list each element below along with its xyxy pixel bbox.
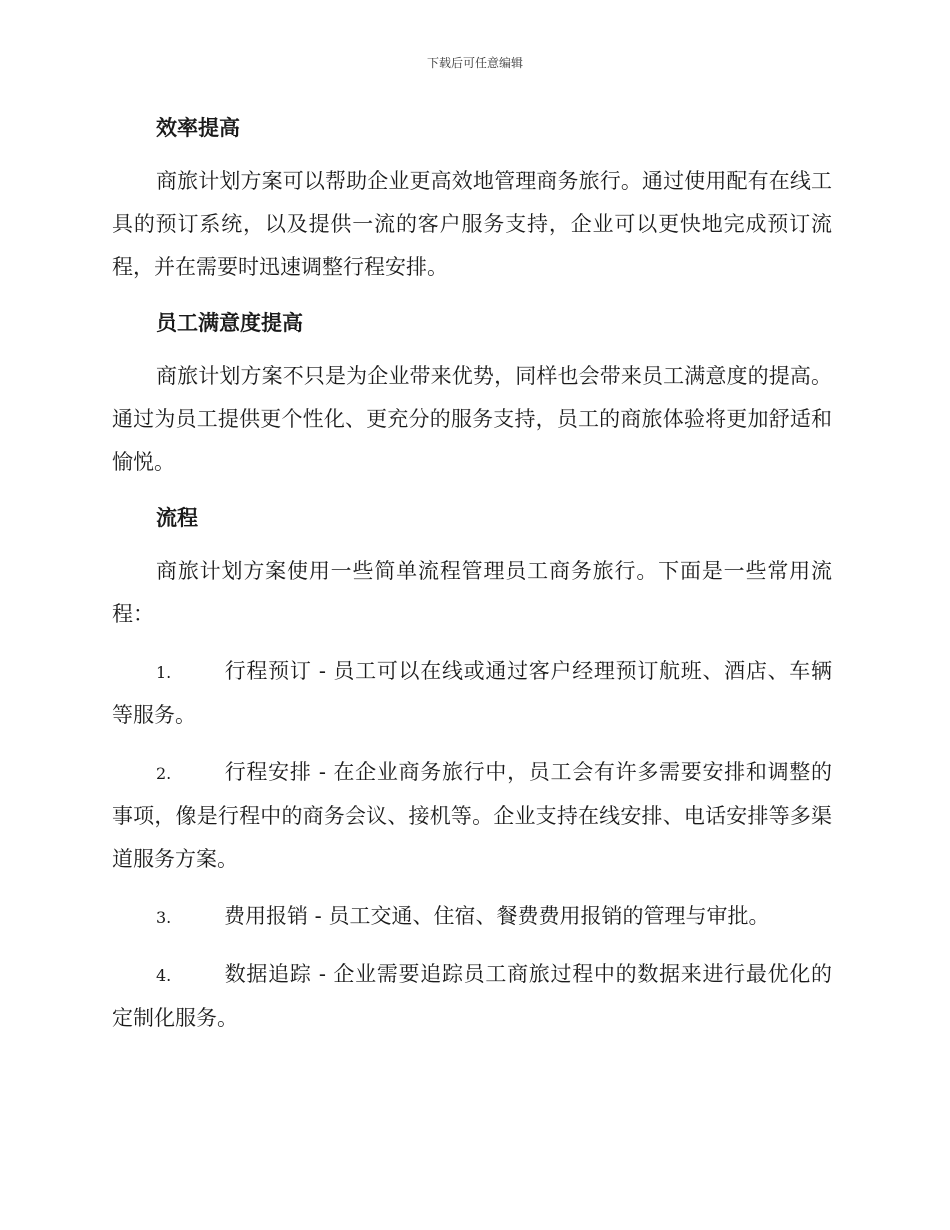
section-heading-employee-satisfaction: 员工满意度提高 [156,311,303,335]
process-item-text: 行程预订 - 员工可以在线或通过客户经理预订航班、酒店、车辆等服务。 [112,659,832,727]
process-item-text: 费用报销 - 员工交通、住宿、餐费费用报销的管理与审批。 [224,904,770,928]
process-item-text: 行程安排 - 在企业商务旅行中，员工会有许多需要安排和调整的事项，像是行程中的商务会议、接机等。企业支持在线安排、电话安排等多渠道服务方案。 [112,760,832,871]
document-body [112,108,832,1054]
process-item-number: 3. [156,908,172,927]
page-header-note: 下载后可任意编辑 [426,56,523,70]
process-list-item [112,650,832,737]
section-heading-process: 流程 [156,506,198,530]
process-list-item [112,895,832,939]
section-paragraph-employee-satisfaction: 商旅计划方案不只是为企业带来优势，同样也会带来员工满意度的提高。通过为员工提供更个性化、更充分的服务支持，员工的商旅体验将更加舒适和愉悦。 [112,364,832,474]
process-list-item [112,953,832,1040]
process-list-item [112,751,832,881]
section-paragraph-efficiency: 商旅计划方案可以帮助企业更高效地管理商务旅行。通过使用配有在线工具的预订系统，以及提供一流的客户服务支持，企业可以更快地完成预订流程，并在需要时迅速调整行程安排。 [112,169,832,279]
section-heading-efficiency: 效率提高 [156,116,240,140]
section-paragraph-process: 商旅计划方案使用一些简单流程管理员工商务旅行。下面是一些常用流程： [112,559,832,626]
process-item-number: 4. [156,966,172,985]
process-item-number: 1. [156,663,172,682]
process-item-text: 数据追踪 - 企业需要追踪员工商旅过程中的数据来进行最优化的定制化服务。 [112,962,832,1030]
process-item-number: 2. [156,764,172,783]
